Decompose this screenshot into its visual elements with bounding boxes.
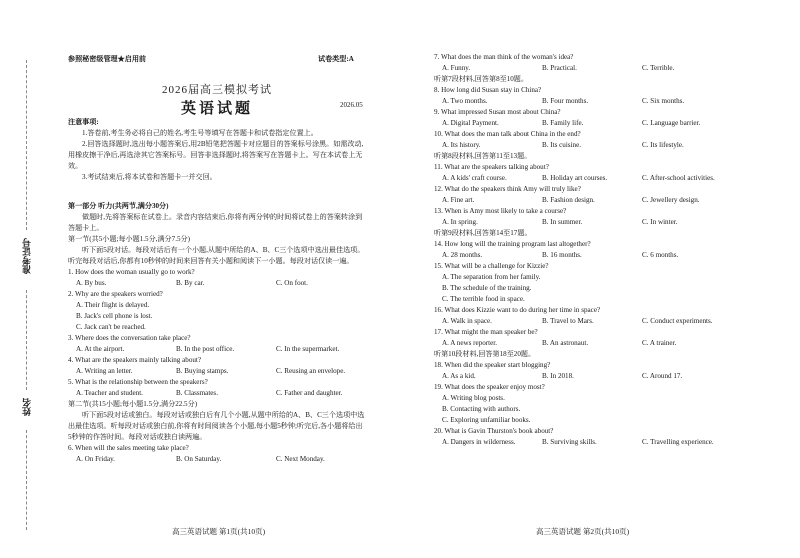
option-c: C. The terrible food in space. (442, 295, 525, 303)
option-c: C. Six months. (642, 97, 685, 105)
option-b: B. In summer. (542, 218, 583, 226)
question-12: 12. What do the speakers think Amy will truly like? (434, 185, 581, 193)
listening-instruction-8: 听第8段材料,回答第11至13题。 (434, 152, 532, 160)
section1-heading: 第一节(共5小题;每小题1.5分,满分7.5分) (68, 235, 190, 243)
option-b: B. In 2018. (542, 372, 574, 380)
question-6: 6. When will the sales meeting take place? (68, 444, 189, 452)
option-a: A. Writing blog posts. (442, 394, 505, 402)
option-c: C. In the supermarket. (276, 345, 340, 353)
option-b: B. Its cuisine. (542, 141, 582, 149)
option-a: A. On Friday. (76, 455, 115, 463)
option-a: A. Dangers in wilderness. (442, 438, 516, 446)
question-20: 20. What is Gavin Thurston's book about? (434, 427, 554, 435)
paper-type-label: 试卷类型:A (318, 55, 354, 63)
question-5: 5. What is the relationship between the speakers? (68, 378, 208, 386)
option-b: B. An astronaut. (542, 339, 589, 347)
option-a: A. Digital Payment. (442, 119, 499, 127)
option-b: B. 16 months. (542, 251, 582, 259)
options-7 (434, 63, 740, 74)
option-c: C. Father and daughter. (276, 389, 343, 397)
exam-title: 2026届高三模拟考试 (162, 84, 272, 96)
subject-title: 英语试题 (180, 101, 253, 117)
question-17: 17. What might the man speaker be? (434, 328, 538, 336)
option-c: C. Reusing an envelope. (276, 367, 346, 375)
option-c: C. Jack can't be reached. (76, 323, 146, 331)
exam-number-label: 准考证号 (22, 238, 32, 274)
options-8 (434, 96, 740, 107)
question-16: 16. What does Kizzie want to do during her time in space? (434, 306, 601, 314)
option-b: B. Jack's cell phone is lost. (76, 312, 153, 320)
question-13: 13. When is Amy most likely to take a course? (434, 207, 567, 215)
option-b: B. Buying stamps. (176, 367, 229, 375)
question-15: 15. What will be a challenge for Kizzie? (434, 262, 549, 270)
option-b: B. Four months. (542, 97, 589, 105)
options-10 (434, 140, 740, 151)
section2-intro: 听下面5段对话或独白。每段对话或独白后有几个小题,从题中所给的A、B、C三个选项中选出最佳选项。听每段对话或独白前,你将有时间阅读各个小题,每小题5秒钟;听完后,各小题将给出5秒钟的作答时间。每段对话或独白读两遍。 (68, 411, 365, 441)
footer-page-1: 高三英语试题 第1页(共10页) (172, 527, 266, 536)
option-b: B. Fashion design. (542, 196, 595, 204)
options-17 (434, 338, 740, 349)
options-9 (434, 118, 740, 129)
question-3: 3. Where does the conversation take place? (68, 334, 191, 342)
option-c: C. Jewellery design. (642, 196, 700, 204)
option-a: A. Teacher and student. (76, 389, 143, 397)
options-20 (434, 437, 740, 448)
question-7: 7. What does the man think of the woman's idea? (434, 53, 574, 61)
listening-instruction-7: 听第7段材料,回答第8至10题。 (434, 75, 528, 83)
options-11 (434, 173, 740, 184)
option-b: B. By car. (176, 279, 205, 287)
option-c: C. 6 months. (642, 251, 679, 259)
option-a: A. A kids' craft course. (442, 174, 507, 182)
question-18: 18. When did the speaker start blogging? (434, 361, 551, 369)
binding-margin (0, 0, 48, 558)
option-c: C. After-school activities. (642, 174, 715, 182)
option-b: B. The schedule of the training. (442, 284, 532, 292)
option-a: A. At the airport. (76, 345, 125, 353)
options-13 (434, 217, 740, 228)
option-a: A. A news reporter. (442, 339, 497, 347)
option-a: A. Their flight is delayed. (76, 301, 150, 309)
option-b: B. Travel to Mars. (542, 317, 594, 325)
section2-heading: 第二节(共15小题;每小题1.5分,满分22.5分) (68, 400, 198, 408)
option-a: A. By bus. (76, 279, 107, 287)
listening-instruction-9: 听第9段材料,回答第14至17题。 (434, 229, 532, 237)
note-item: 3.考试结束后,将本试卷和答题卡一并交回。 (82, 173, 217, 181)
notes-heading: 注意事项: (68, 118, 99, 126)
question-8: 8. How long did Susan stay in China? (434, 86, 542, 94)
note-item: 1.答卷前,考生务必将自己的姓名,考生号等填写在答题卡和试卷指定位置上。 (82, 129, 318, 137)
options-5 (68, 388, 366, 399)
option-c: C. Conduct experiments. (642, 317, 713, 325)
part1-intro: 做题时,先将答案标在试卷上。录音内容结束后,你将有两分钟的时间将试卷上的答案转涂到答题卡上。 (68, 213, 363, 232)
option-a: A. Funny. (442, 64, 471, 72)
option-a: A. 28 months. (442, 251, 483, 259)
cut-line-middle (26, 290, 27, 390)
cut-line-bottom (26, 430, 27, 530)
question-14: 14. How long will the training program last altogether? (434, 240, 591, 248)
options-3 (68, 344, 366, 355)
question-4: 4. What are the speakers mainly talking about? (68, 356, 202, 364)
question-1: 1. How does the woman usually go to work? (68, 268, 195, 276)
part1-heading: 第一部分 听力(共两节,满分30分) (68, 202, 169, 210)
option-b: B. Holiday art courses. (542, 174, 608, 182)
note-item: 2.回答选择题时,选出每小题答案后,用2B铅笔把答题卡对应题目的答案标号涂黑。如需改动,用橡皮擦干净后,再选涂其它答案标号。回答非选择题时,将答案写在答题卡上。写在本试卷上无效。 (68, 140, 364, 170)
option-c: C. Next Monday. (276, 455, 325, 463)
right-column (434, 52, 740, 448)
option-b: B. On Saturday. (176, 455, 222, 463)
options-18 (434, 371, 740, 382)
footer-page-2: 高三英语试题 第2页(共10页) (536, 527, 630, 536)
confidential-header: 参照秘密级管理★启用前 (68, 55, 147, 63)
options-4 (68, 366, 366, 377)
option-b: B. In the post office. (176, 345, 235, 353)
option-a: A. Two months. (442, 97, 488, 105)
option-a: A. As a kid. (442, 372, 476, 380)
options-12 (434, 195, 740, 206)
option-c: C. In winter. (642, 218, 678, 226)
option-b: B. Surviving skills. (542, 438, 597, 446)
options-6 (68, 454, 366, 465)
options-16 (434, 316, 740, 327)
question-19: 19. What does the speaker enjoy most? (434, 383, 545, 391)
option-c: C. Travelling experience. (642, 438, 714, 446)
option-c: C. Exploring unfamiliar books. (442, 416, 531, 424)
option-c: C. Its lifestyle. (642, 141, 684, 149)
left-column (68, 117, 366, 465)
option-b: B. Classmates. (176, 389, 218, 397)
question-2: 2. Why are the speakers worried? (68, 290, 163, 298)
option-a: A. The separation from her family. (442, 273, 541, 281)
listening-instruction-10: 听第10段材料,回答第18至20题。 (434, 350, 536, 358)
option-b: B. Family life. (542, 119, 584, 127)
option-a: A. In spring. (442, 218, 478, 226)
option-c: C. A trainer. (642, 339, 677, 347)
options-14 (434, 250, 740, 261)
option-a: A. Writing an letter. (76, 367, 133, 375)
option-c: C. Language barrier. (642, 119, 701, 127)
option-b: B. Contacting with authors. (442, 405, 521, 413)
option-a: A. Its history. (442, 141, 481, 149)
option-b: B. Practical. (542, 64, 577, 72)
question-11: 11. What are the speakers talking about? (434, 163, 549, 171)
option-c: C. Around 17. (642, 372, 683, 380)
name-label: 姓名 (22, 398, 32, 416)
exam-date: 2026.05 (340, 101, 363, 109)
section1-intro: 听下面5段对话。每段对话后有一个小题,从题中所给的A、B、C三个选项中选出最佳选项。听完每段对话后,你都有10秒钟的时间来回答有关小题和阅读下一小题。每段对话仅读一遍。 (68, 246, 365, 265)
cut-line-top (26, 60, 27, 230)
question-10: 10. What does the man talk about China in the end? (434, 130, 581, 138)
question-9: 9. What impressed Susan most about China? (434, 108, 561, 116)
option-c: C. On foot. (276, 279, 308, 287)
option-a: A. Fine art. (442, 196, 475, 204)
option-a: A. Walk in space. (442, 317, 492, 325)
option-c: C. Terrible. (642, 64, 675, 72)
options-1 (68, 278, 366, 289)
